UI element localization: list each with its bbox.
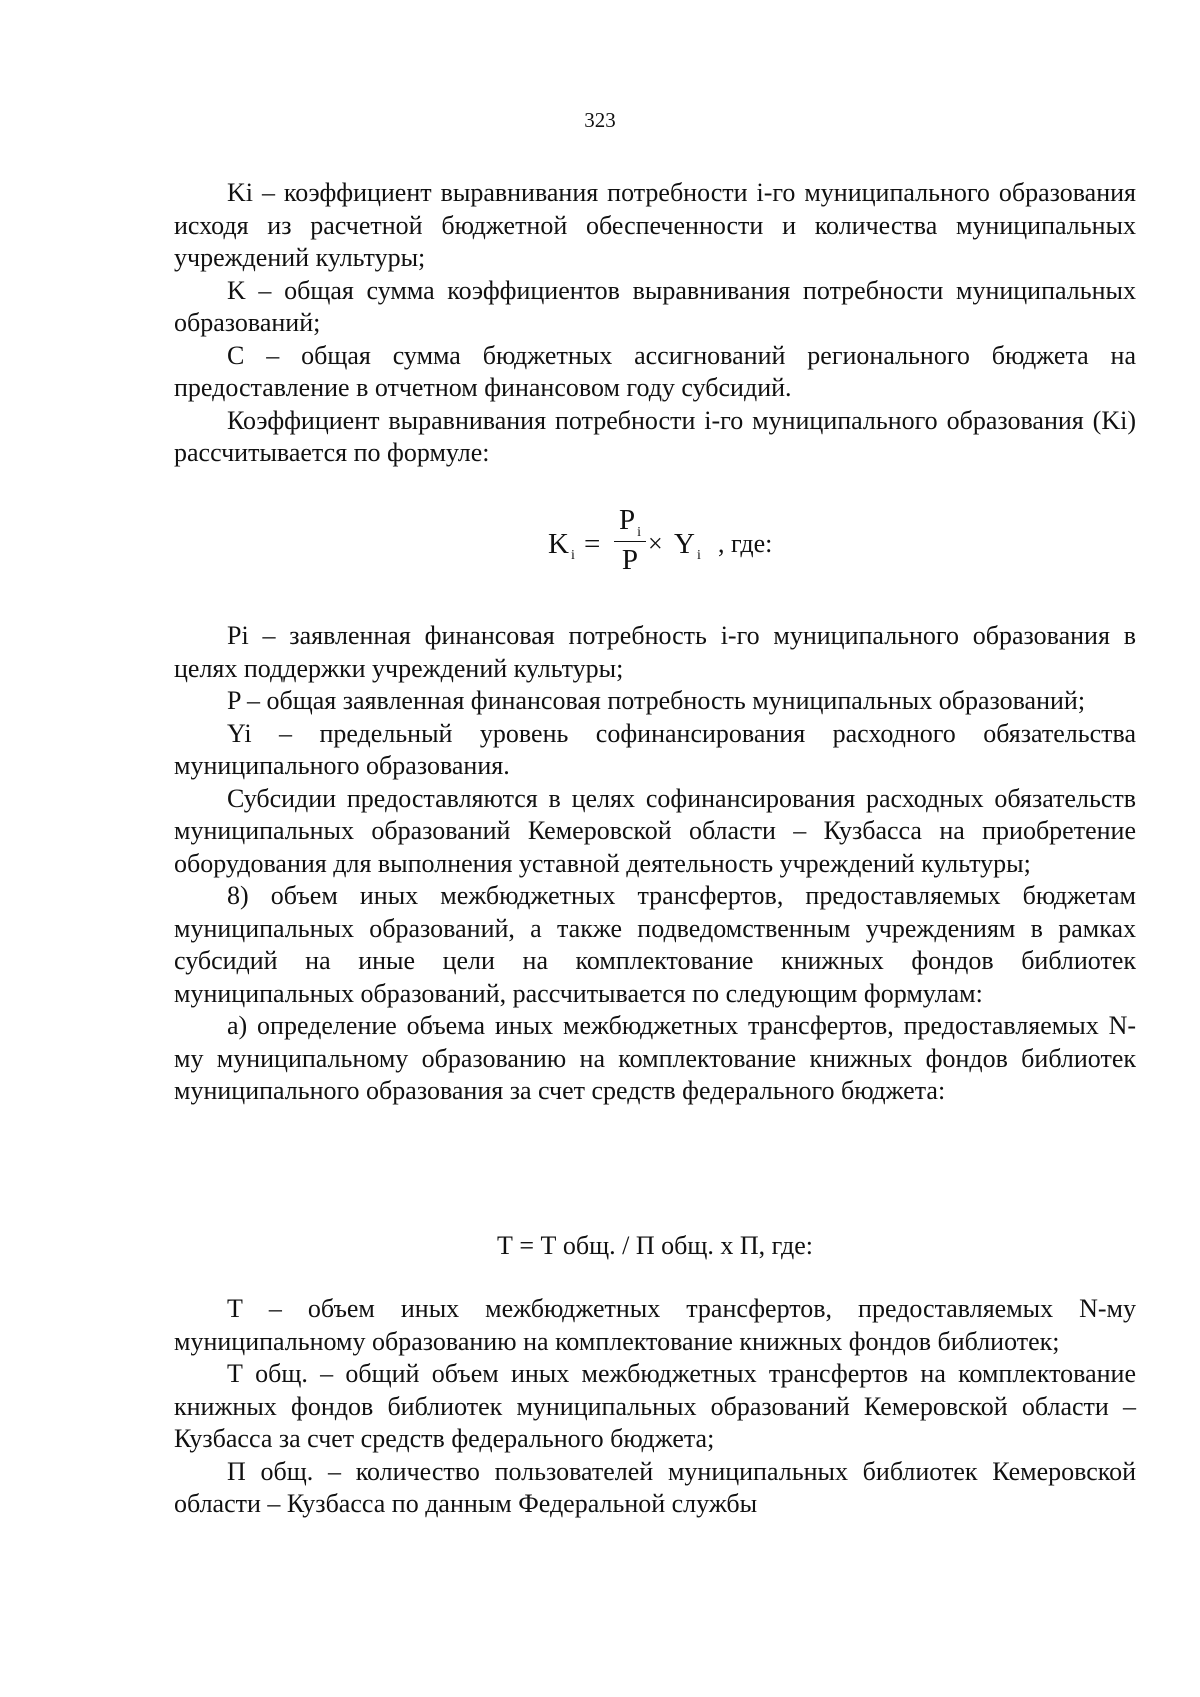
- formula-ki-times: ×: [648, 529, 663, 558]
- paragraph-c-definition: C – общая сумма бюджетных ассигнований регионального бюджета на предоставление в отчетном финансовом году субсидий.: [174, 340, 1136, 402]
- paragraph-item-8: 8) объем иных межбюджетных трансфертов, предоставляемых бюджетам муниципальных образований, а также подведомственным учреждениям в рамках субсидий на иные цели на комплектование книжных фондов библиотек муниципальных образований, рассчитывается по следующим формулам:: [174, 881, 1136, 1008]
- paragraph-yi-definition: Yi – предельный уровень софинансирования расходного обязательства муниципального образования.: [174, 718, 1136, 780]
- formula-ki-factor: Y $_i$: [674, 528, 701, 563]
- paragraph-subsidies: Субсидии предоставляются в целях софинансирования расходных обязательств муниципальных образований Кемеровской области – Кузбасса на приобретение оборудования для выполнения уставной деятельность учреждений культуры;: [174, 783, 1136, 878]
- definitions-block-1: [174, 177, 1136, 470]
- paragraph-t-total-definition: Т общ. – общий объем иных межбюджетных трансфертов на комплектование книжных фондов библиотек муниципальных образований Кемеровской области – Кузбасса за счет средств федерального бюджета;: [174, 1359, 1136, 1453]
- formula-ki-fraction-bar: [614, 541, 646, 542]
- paragraph-k-definition: K – общая сумма коэффициентов выравнивания потребности муниципальных образований;: [174, 275, 1136, 337]
- paragraph-ki-formula-intro: Коэффициент выравнивания потребности i-го муниципального образования (Ki) рассчитывается по формуле:: [174, 405, 1136, 467]
- formula-ki-tail: , где:: [718, 529, 773, 558]
- formula-t: Т = Т общ. / П общ. х П, где:: [496, 1231, 814, 1260]
- paragraph-t-definition: Т – объем иных межбюджетных трансфертов, предоставляемых N-му муниципальному образованию на комплектование книжных фондов библиотек;: [174, 1294, 1136, 1356]
- formula-ki-denominator: P: [621, 544, 639, 576]
- definitions-block-3: [174, 1293, 1136, 1521]
- paragraph-pi-definition: Pi – заявленная финансовая потребность i-го муниципального образования в целях поддержки учреждений культуры;: [174, 621, 1136, 683]
- formula-ki-lhs: K $_i$: [548, 528, 575, 563]
- formula-ki-numerator: P $_i$: [618, 504, 642, 540]
- paragraph-p-definition: P – общая заявленная финансовая потребность муниципальных образований;: [227, 686, 1086, 715]
- paragraph-p-total-definition: П общ. – количество пользователей муниципальных библиотек Кемеровской области – Кузбасса по данным Федеральной службы: [174, 1456, 1136, 1518]
- formula-ki-equals: =: [584, 528, 601, 560]
- paragraph-item-a: а) определение объема иных межбюджетных трансфертов, предоставляемых N-му муниципальному образованию на комплектование книжных фондов библиотек муниципального образования за счет средств федерального бюджета:: [174, 1011, 1136, 1105]
- page-number: 323: [584, 108, 616, 132]
- definitions-block-2: [174, 620, 1136, 1108]
- paragraph-ki-definition: Ki – коэффициент выравнивания потребности i-го муниципального образования исходя из расчетной бюджетной обеспеченности и количества муниципальных учреждений культуры;: [174, 178, 1136, 272]
